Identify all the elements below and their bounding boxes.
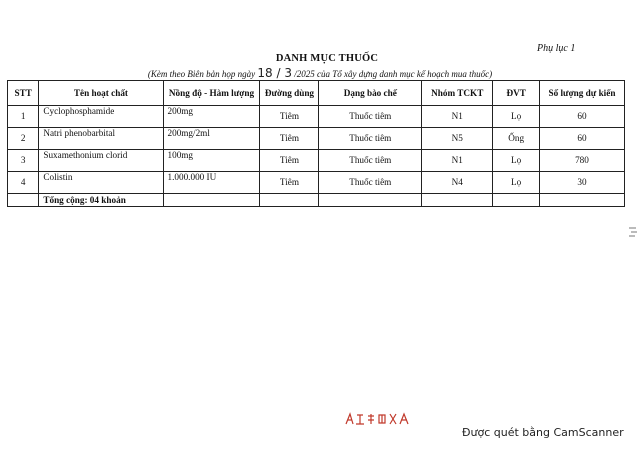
cell-quantity: 30 [539,172,624,194]
cell-concentration: 200mg/2ml [163,128,260,150]
subtitle-date: 18 / 3 [257,66,292,80]
cell-group: N1 [422,106,493,128]
cell-stt: 2 [8,128,39,150]
table-row [8,106,625,128]
cell-name: Cyclophosphamide [39,106,163,128]
cell-empty [319,194,422,207]
cell-quantity: 60 [539,106,624,128]
cell-empty [8,194,39,207]
cell-stt: 4 [8,172,39,194]
camscanner-footer: Được quét bằng CamScanner [462,426,624,439]
cell-name: Natri phenobarbital [39,128,163,150]
table-row [8,172,625,194]
cell-name: Colistin [39,172,163,194]
table-total-row [8,194,625,207]
cell-empty [539,194,624,207]
cell-unit: Ống [493,128,540,150]
subtitle-prefix: (Kèm theo Biên bản họp ngày [147,69,258,79]
header-technical-group: Nhóm TCKT [422,81,493,106]
medicine-table [7,80,625,207]
subtitle-suffix: /2025 của Tổ xây dựng danh mục kế hoạch mua thuốc) [291,69,493,79]
document-subtitle [0,66,640,80]
header-unit: ĐVT [493,81,540,106]
scan-edge-mark [628,226,638,238]
cell-empty [422,194,493,207]
cell-name: Suxamethonium clorid [39,150,163,172]
table-row [8,128,625,150]
cell-form: Thuốc tiêm [319,150,422,172]
total-label: Tổng cộng: 04 khoản [39,194,163,207]
cell-unit: Lọ [493,172,540,194]
cell-form: Thuốc tiêm [319,128,422,150]
camscanner-logo-icon [344,411,412,427]
cell-form: Thuốc tiêm [319,106,422,128]
header-concentration: Nồng độ - Hàm lượng [163,81,260,106]
cell-unit: Lọ [493,150,540,172]
cell-concentration: 1.000.000 IU [163,172,260,194]
cell-route: Tiêm [260,150,319,172]
cell-group: N4 [422,172,493,194]
document-title: DANH MỤC THUỐC [275,53,379,64]
appendix-label: Phụ lục 1 [537,43,576,54]
cell-concentration: 100mg [163,150,260,172]
cell-route: Tiêm [260,128,319,150]
table-row [8,150,625,172]
cell-route: Tiêm [260,172,319,194]
cell-stt: 1 [8,106,39,128]
table-header-row [8,81,625,106]
header-dosage-form: Dạng bào chế [319,81,422,106]
cell-quantity: 60 [539,128,624,150]
cell-group: N5 [422,128,493,150]
header-stt: STT [8,81,39,106]
cell-route: Tiêm [260,106,319,128]
cell-empty [163,194,260,207]
header-quantity: Số lượng dự kiến [539,81,624,106]
header-active-ingredient: Tên hoạt chất [39,81,163,106]
cell-concentration: 200mg [163,106,260,128]
cell-group: N1 [422,150,493,172]
cell-form: Thuốc tiêm [319,172,422,194]
cell-empty [260,194,319,207]
cell-unit: Lọ [493,106,540,128]
cell-empty [493,194,540,207]
cell-quantity: 780 [539,150,624,172]
cell-stt: 3 [8,150,39,172]
header-route: Đường dùng [260,81,319,106]
